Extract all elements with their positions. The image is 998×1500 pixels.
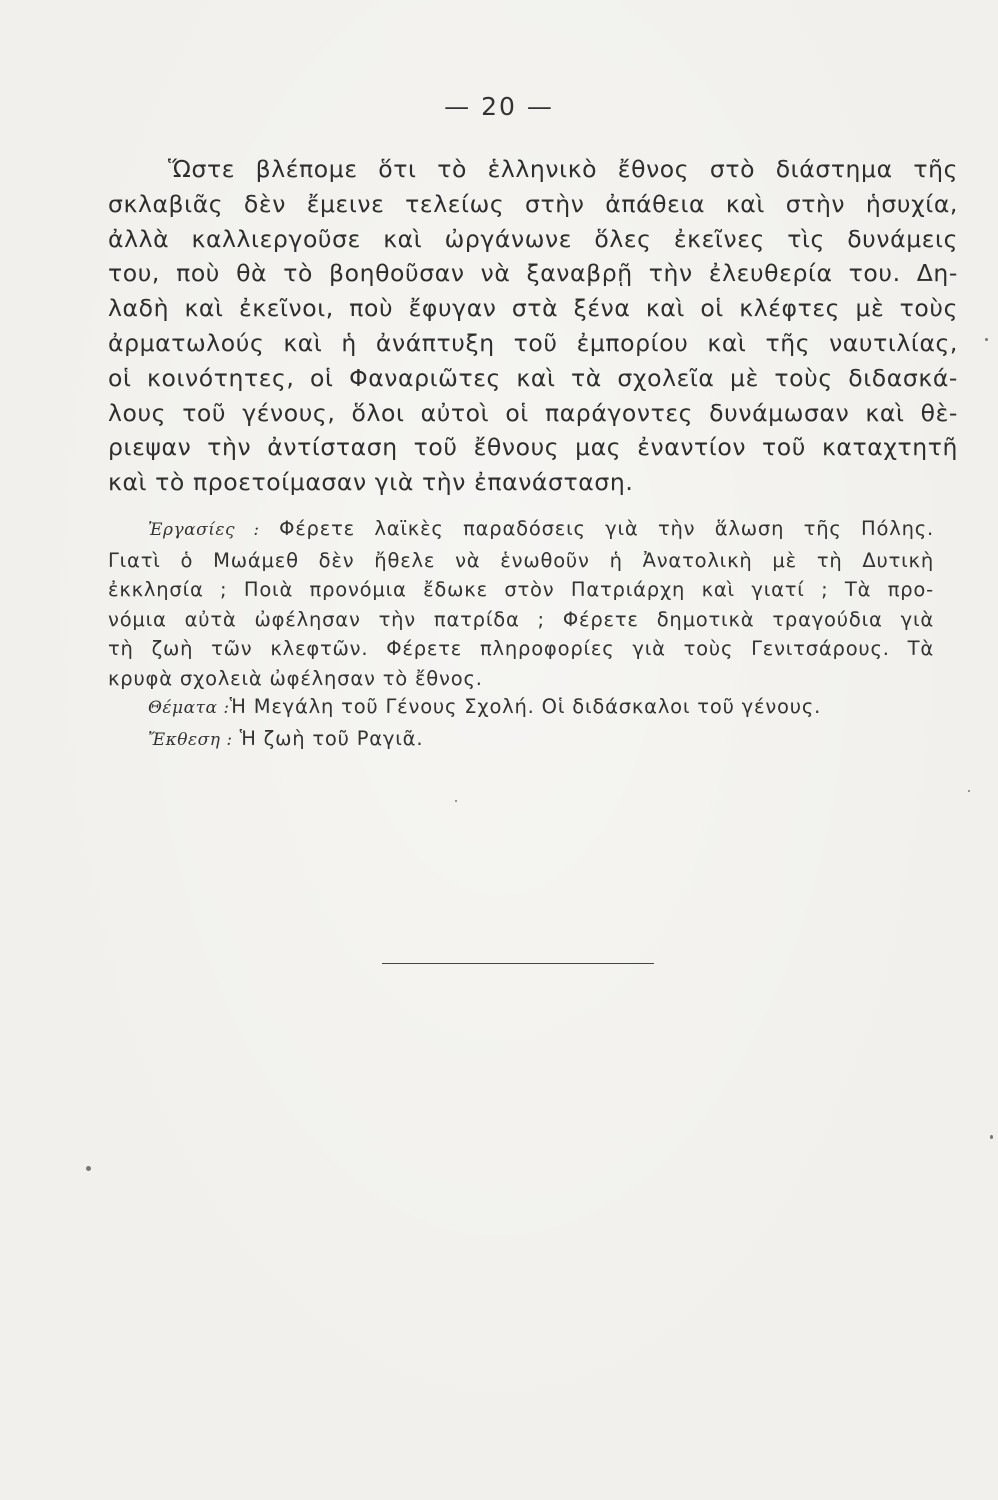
essay-line bbox=[148, 724, 934, 756]
exercises-text: Φέρετε λαϊκὲς παραδόσεις γιὰ τὴν ἅλωση τῆς Πόλης. bbox=[279, 517, 934, 540]
paragraph-line: ριεψαν τὴν ἀντίσταση τοῦ ἔθνους μας ἐναντίον τοῦ καταχτητῆ bbox=[108, 433, 958, 462]
topics-section bbox=[148, 692, 934, 755]
paragraph-line: ἀρματωλούς καὶ ἡ ἀνάπτυξη τοῦ ἐμπορίου καὶ τῆς ναυτιλίας, bbox=[108, 328, 958, 357]
paragraph-line: ἀλλὰ καλλιεργοῦσε καὶ ὠργάνωνε ὅλες ἐκεῖνες τὶς δυνάμεις bbox=[108, 224, 958, 253]
paper-speck bbox=[86, 1166, 91, 1171]
topics-line bbox=[148, 692, 934, 724]
exercises-line: κρυφὰ σχολειὰ ὠφέλησαν τὸ ἔθνος. bbox=[108, 666, 483, 690]
paragraph-line: λους τοῦ γένους, ὅλοι αὐτοὶ οἱ παράγοντες δυνάμωσαν καὶ θὲ- bbox=[108, 398, 958, 427]
exercises-line: τὴ ζωὴ τῶν κλεφτῶν. Φέρετε πληροφορίες γιὰ τοὺς Γενιτσάρους. Τὰ bbox=[108, 637, 934, 660]
exercises-line: ἐκκλησία ; Ποιὰ προνόμια ἔδωκε στὸν Πατριάρχη καὶ γιατί ; Τὰ προ- bbox=[108, 578, 934, 601]
paper-speck bbox=[455, 800, 457, 802]
topics-label: Θέματα : bbox=[148, 698, 230, 718]
paper-speck bbox=[990, 1135, 993, 1139]
exercises-section bbox=[108, 514, 934, 693]
essay-label: Ἔκθεση : bbox=[148, 729, 233, 750]
paragraph-line: σκλαβιᾶς δὲν ἔμεινε τελείως στὴν ἀπάθεια καὶ στὴν ἡσυχία, bbox=[108, 189, 958, 218]
paper-speck bbox=[968, 790, 970, 792]
main-paragraph bbox=[108, 152, 958, 500]
page-number: — 20 — bbox=[444, 92, 554, 121]
paragraph-line: οἱ κοινότητες, οἱ Φαναριῶτες καὶ τὰ σχολεῖα μὲ τοὺς διδασκά- bbox=[108, 363, 958, 392]
paragraph-line: καὶ τὸ προετοίμασαν γιὰ τὴν ἐπανάσταση. bbox=[108, 468, 634, 497]
exercises-line bbox=[108, 514, 934, 546]
exercises-line: νόμια αὐτὰ ὠφέλησαν τὴν πατρίδα ; Φέρετε δημοτικὰ τραγούδια γιὰ bbox=[108, 607, 934, 631]
end-rule bbox=[382, 963, 654, 964]
topics-text: Ἡ Μεγάλη τοῦ Γένους Σχολή. Οἱ διδάσκαλοι τοῦ γένους. bbox=[229, 695, 822, 718]
paragraph-line: λαδὴ καὶ ἐκεῖνοι, ποὺ ἔφυγαν στὰ ξένα καὶ οἱ κλέφτες μὲ τοὺς bbox=[108, 294, 958, 323]
paragraph-line: του, ποὺ θὰ τὸ βοηθοῦσαν νὰ ξαναβρῇ τὴν ἐλευθερία του. Δη- bbox=[108, 259, 958, 288]
exercises-line: Γιατὶ ὁ Μωάμεθ δὲν ἤθελε νὰ ἑνωθοῦν ἡ Ἀνατολικὴ μὲ τὴ Δυτικὴ bbox=[108, 548, 934, 572]
exercises-label: Ἐργασίες : bbox=[148, 520, 260, 540]
paper-speck bbox=[985, 338, 988, 341]
paragraph-line: Ὥστε βλέπομε ὅτι τὸ ἑλληνικὸ ἔθνος στὸ διάστημα τῆς bbox=[168, 155, 958, 183]
essay-text: Ἡ ζωὴ τοῦ Ραγιᾶ. bbox=[239, 726, 424, 750]
